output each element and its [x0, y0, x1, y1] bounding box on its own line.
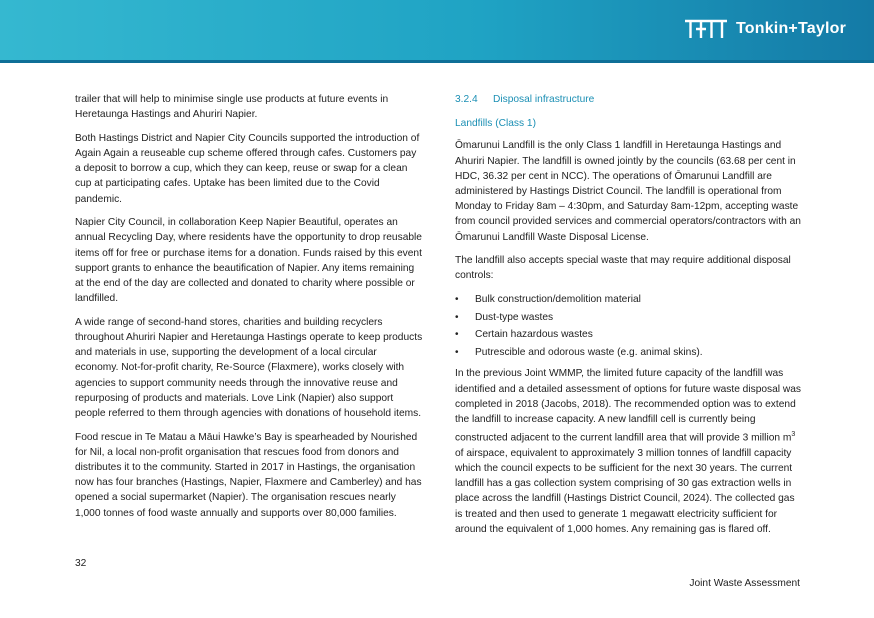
paragraph: Napier City Council, in collaboration Keep Napier Beautiful, operates an annual Recycling Day, where residents have the opportunity to drop reusable items off for free or purchase items for a donation. Funds raised by this event support grants to enhance the beautification of Napier. Any items remaining at the end of the day are collected and donated to charity where possible or landfilled. — [75, 217, 422, 305]
paragraph: A wide range of second-hand stores, charities and building recyclers throughout Ahuriri Napier and Heretaunga Hastings operate to keep products and materials in use, supporting the development of a local circular economy. Not-for-profit charity, Re-Source (Flaxmere), works closely with agencies to support community needs through the innovative reuse and repurposing of products and materials. Love Link (Napier) also support people referred to them through agencies with donations of household items. — [75, 316, 423, 420]
logo-text: Tonkin+Taylor — [735, 20, 846, 37]
list-item-text: Putrescible and odorous waste (e.g. animal skins). — [475, 347, 703, 359]
paragraph: Both Hastings District and Napier City Councils supported the introduction of Again Again a reuseable cup scheme offered through cafes. Customers pay a deposit to borrow a cup, which they can keep, reuse or swap for a clean cup at participating cafes. Uptake has been limited due to the Covid pandemic. — [75, 132, 420, 205]
bullet-icon: • — [455, 294, 459, 306]
superscript: 3 — [791, 431, 796, 439]
list-item — [455, 292, 803, 307]
bullet-list — [455, 292, 803, 360]
paragraph: Food rescue in Te Matau a Māui Hawke’s Bay is spearheaded by Nourished for Nil, a local non-profit organisation that rescues food from donors and distributes it to the community. Started in 2017 in Hastings, the organisation now has four branches (Hastings, Napier, Flaxmere and Camberley) and has opened a social supermarket (Napier). The organisation rescues nearly 1,000 tonnes of food waste annually and supports over 80,000 families. — [75, 431, 422, 519]
page-number: 32 — [75, 558, 87, 569]
subheading: Landfills (Class 1) — [455, 118, 536, 130]
list-item-text: Bulk construction/demolition material — [475, 294, 641, 306]
left-column — [75, 92, 423, 529]
list-item — [455, 327, 803, 342]
list-item-text: Dust-type wastes — [475, 311, 554, 323]
bullet-icon: • — [455, 311, 459, 323]
paragraph: Ōmarunui Landfill is the only Class 1 landfill in Heretaunga Hastings and Ahuriri Napier. The landfill is owned jointly by the councils (63.68 per cent in HDC, 36.32 per cent in NCC). The operations of Ōmarunui Landfill are administered by Hastings District Council. The landfill is operational from Monday to Friday 8am – 4:30pm, and Saturday 8am-12pm, accepting waste from council provided services and commercial operators/contractors with an Ōmarunui Landfill Waste Disposal License. — [455, 140, 801, 243]
list-item — [455, 310, 803, 325]
paragraph-text: In the previous Joint WMMP, the limited future capacity of the landfill was identified and a detailed assessment of options for future waste disposal was completed in 2018 (Jacobs, 2018). The recommended option was to extend the landfill to increase capacity. A new landfill cell is currently being constructed adjacent to the current landfill area that will provide 3 million m — [455, 368, 802, 444]
document-title: Joint Waste Assessment — [689, 578, 800, 589]
header-divider — [0, 60, 874, 63]
bullet-icon: • — [455, 347, 459, 359]
paragraph-text: of airspace, equivalent to approximately 3 million tonnes of landfill capacity which the council expects to be sufficient for the next 30 years. The current landfill has a gas collection system comprising of 30 gas extraction wells in place across the landfill (Hastings District Council, 2024). The collected gas is treated and then used to generate 1 megawatt electricity sufficient for around the equivalent of 1,000 homes. Any remaining gas is flared off. — [455, 447, 795, 535]
company-logo — [684, 16, 846, 42]
section-title: Disposal infrastructure — [493, 94, 595, 105]
section-heading — [455, 92, 803, 107]
section-number: 3.2.4 — [455, 94, 478, 105]
right-column — [455, 92, 803, 545]
paragraph — [455, 366, 803, 537]
tonkin-taylor-logo-icon — [684, 18, 728, 40]
list-item-text: Certain hazardous wastes — [475, 329, 593, 341]
bullet-icon: • — [455, 329, 459, 341]
list-item — [455, 345, 803, 360]
paragraph: The landfill also accepts special waste that may require additional disposal controls: — [455, 255, 791, 282]
paragraph: trailer that will help to minimise single use products at future events in Heretaunga Hastings and Ahuriri Napier. — [75, 94, 389, 121]
